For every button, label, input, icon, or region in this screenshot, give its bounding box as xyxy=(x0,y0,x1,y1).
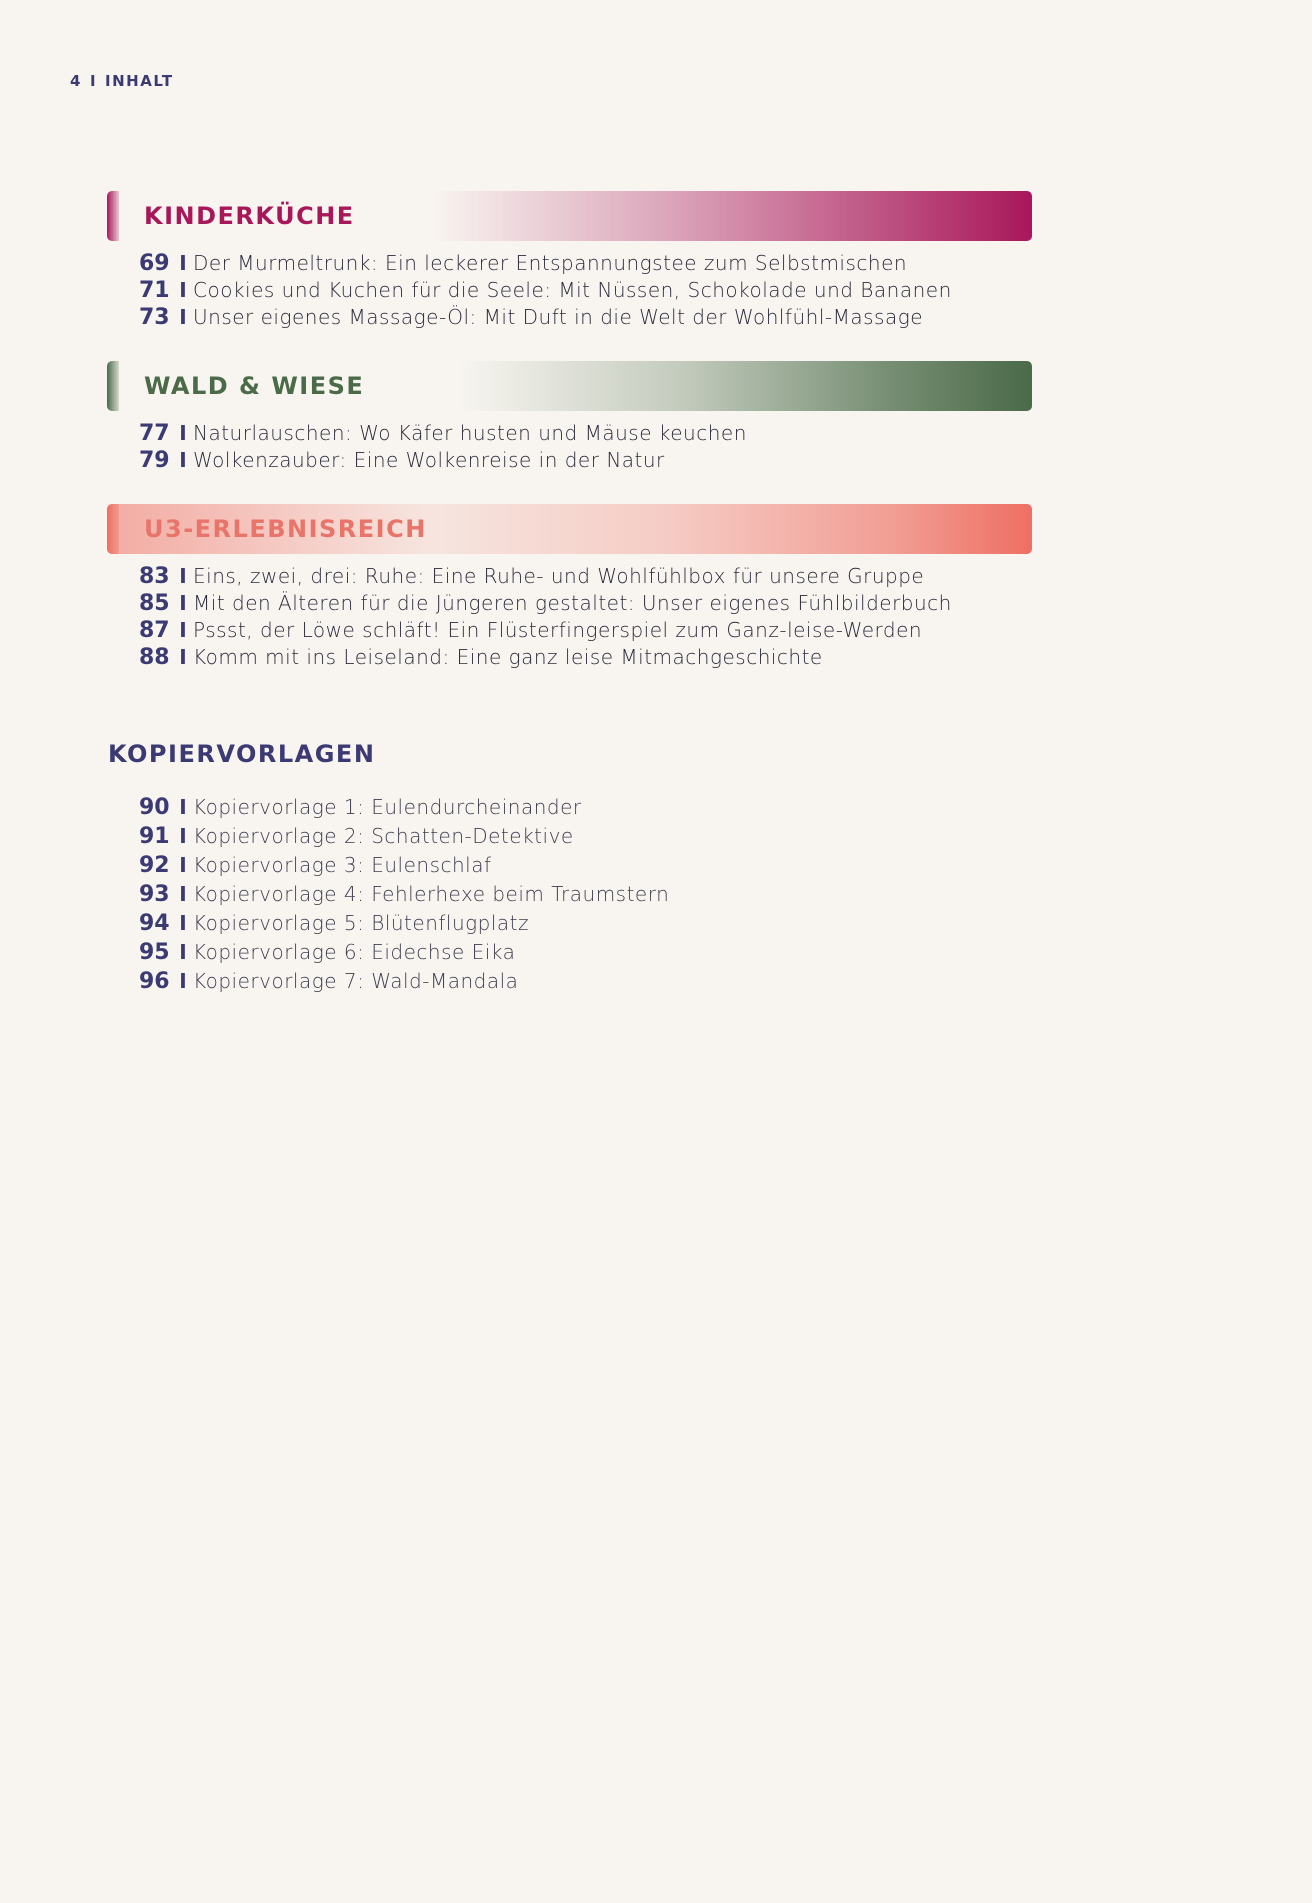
entry-page: 91 xyxy=(139,824,170,849)
entry-separator: I xyxy=(179,969,187,993)
entry-title: Komm mit ins Leiseland: Eine ganz leise Mitmachgeschichte xyxy=(193,645,823,669)
kopiervorlagen-entries xyxy=(139,795,669,998)
entry-page: 73 xyxy=(139,305,170,330)
entry-separator: I xyxy=(179,824,187,848)
entry-separator: I xyxy=(179,448,187,472)
section-kinderkueche xyxy=(107,191,1032,332)
entry-title: Cookies und Kuchen für die Seele: Mit Nüssen, Schokolade und Bananen xyxy=(193,278,952,302)
entry-page: 95 xyxy=(139,940,170,965)
toc-entry[interactable] xyxy=(139,278,1032,305)
toc-entry[interactable] xyxy=(139,618,1032,645)
toc-entry[interactable] xyxy=(139,911,669,940)
entry-page: 69 xyxy=(139,251,170,276)
section-title: U3-ERLEBNISREICH xyxy=(144,515,427,543)
entry-page: 88 xyxy=(139,645,170,670)
entry-page: 94 xyxy=(139,911,170,936)
entry-separator: I xyxy=(179,853,187,877)
toc-entry[interactable] xyxy=(139,853,669,882)
toc-entry[interactable] xyxy=(139,305,1032,332)
toc-entry[interactable] xyxy=(139,421,1032,448)
section-wald-wiese xyxy=(107,361,1032,475)
entry-separator: I xyxy=(179,305,187,329)
entry-title: Kopiervorlage 7: Wald-Mandala xyxy=(193,969,519,993)
entry-separator: I xyxy=(179,618,187,642)
toc-entry[interactable] xyxy=(139,969,669,998)
entry-title: Naturlauschen: Wo Käfer husten und Mäuse keuchen xyxy=(193,421,747,445)
entry-page: 79 xyxy=(139,448,170,473)
toc-entry[interactable] xyxy=(139,940,669,969)
entry-page: 85 xyxy=(139,591,170,616)
entry-separator: I xyxy=(179,421,187,445)
toc-entry[interactable] xyxy=(139,824,669,853)
entry-separator: I xyxy=(179,591,187,615)
entry-separator: I xyxy=(179,251,187,275)
entry-page: 87 xyxy=(139,618,170,643)
entry-separator: I xyxy=(179,278,187,302)
entry-title: Eins, zwei, drei: Ruhe: Eine Ruhe- und Wohlfühlbox für unsere Gruppe xyxy=(193,564,925,588)
entry-separator: I xyxy=(179,795,187,819)
section-band xyxy=(107,361,1032,411)
kopiervorlagen-title: KOPIERVORLAGEN xyxy=(108,740,376,768)
entry-title: Kopiervorlage 2: Schatten-Detektive xyxy=(193,824,574,848)
toc-entry[interactable] xyxy=(139,882,669,911)
entry-page: 77 xyxy=(139,421,170,446)
entry-page: 93 xyxy=(139,882,170,907)
section-u3-erlebnisreich xyxy=(107,504,1032,672)
section-title: KINDERKÜCHE xyxy=(144,202,355,230)
entry-title: Kopiervorlage 1: Eulendurcheinander xyxy=(193,795,582,819)
section-band xyxy=(107,504,1032,554)
header-separator: I xyxy=(89,72,98,90)
entry-title: Der Murmeltrunk: Ein leckerer Entspannungstee zum Selbstmischen xyxy=(193,251,908,275)
entry-separator: I xyxy=(179,911,187,935)
entry-page: 83 xyxy=(139,564,170,589)
entry-title: Pssst, der Löwe schläft! Ein Flüsterfingerspiel zum Ganz-leise-Werden xyxy=(193,618,923,642)
entry-title: Unser eigenes Massage-Öl: Mit Duft in die Welt der Wohlfühl-Massage xyxy=(193,305,924,329)
entry-page: 90 xyxy=(139,795,170,820)
entry-separator: I xyxy=(179,940,187,964)
running-header xyxy=(70,72,174,90)
toc-entry[interactable] xyxy=(139,251,1032,278)
entry-page: 92 xyxy=(139,853,170,878)
entry-title: Mit den Älteren für die Jüngeren gestaltet: Unser eigenes Fühlbilderbuch xyxy=(193,591,952,615)
toc-entry[interactable] xyxy=(139,795,669,824)
entry-title: Wolkenzauber: Eine Wolkenreise in der Natur xyxy=(193,448,665,472)
entry-separator: I xyxy=(179,564,187,588)
entry-title: Kopiervorlage 4: Fehlerhexe beim Traumstern xyxy=(193,882,670,906)
entry-separator: I xyxy=(179,882,187,906)
toc-entry[interactable] xyxy=(139,564,1032,591)
toc-entry[interactable] xyxy=(139,645,1032,672)
toc-entry[interactable] xyxy=(139,591,1032,618)
entry-separator: I xyxy=(179,645,187,669)
page-number: 4 xyxy=(70,72,82,90)
section-band xyxy=(107,191,1032,241)
band-cap xyxy=(107,361,119,411)
entry-page: 96 xyxy=(139,969,170,994)
section-entries xyxy=(139,251,1032,332)
section-entries xyxy=(139,421,1032,475)
toc-entry[interactable] xyxy=(139,448,1032,475)
section-entries xyxy=(139,564,1032,672)
entry-title: Kopiervorlage 5: Blütenflugplatz xyxy=(193,911,529,935)
section-title: WALD & WIESE xyxy=(144,372,365,400)
entry-page: 71 xyxy=(139,278,170,303)
band-cap xyxy=(107,504,119,554)
band-cap xyxy=(107,191,119,241)
entry-title: Kopiervorlage 6: Eidechse Eika xyxy=(193,940,516,964)
entry-title: Kopiervorlage 3: Eulenschlaf xyxy=(193,853,492,877)
header-title: INHALT xyxy=(105,72,174,90)
